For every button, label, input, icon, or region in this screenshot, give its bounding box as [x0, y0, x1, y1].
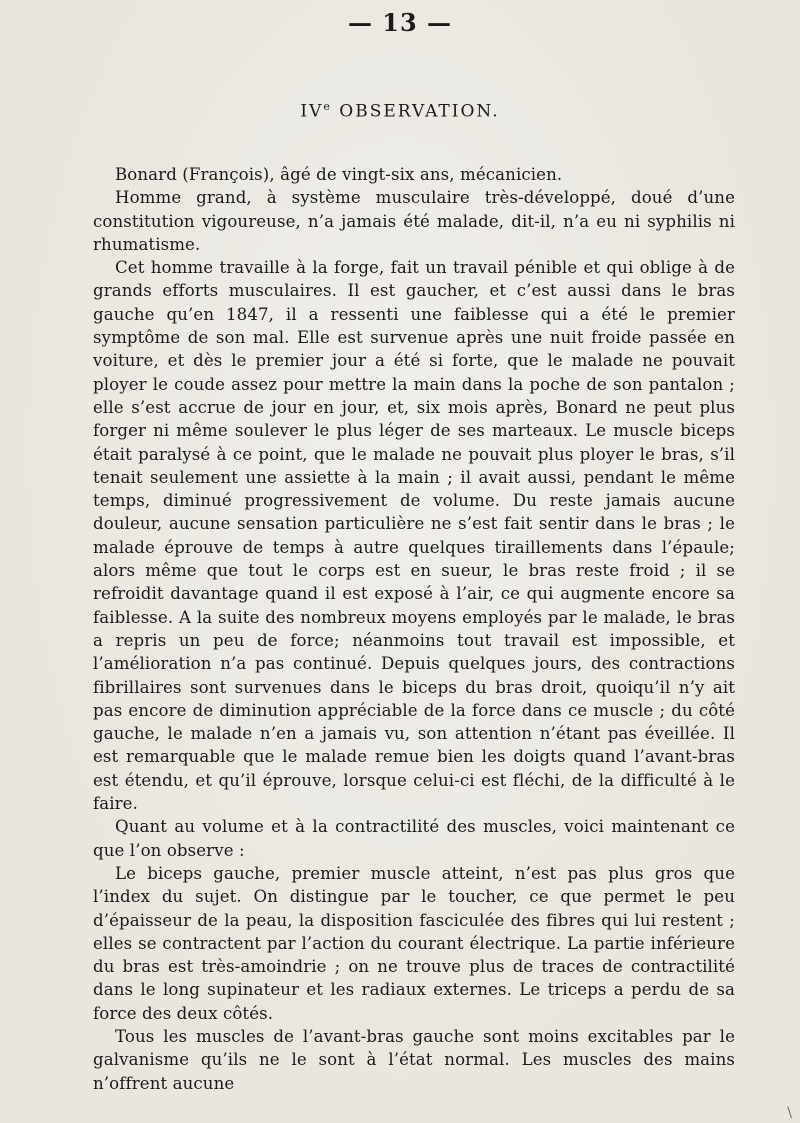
- paragraph: Homme grand, à système musculaire très-développé, doué d’une constitution vigoureuse, n’a jamais été malade, dit-il, n’a eu ni syphilis ni rhumatisme.: [93, 188, 735, 254]
- section-heading: [0, 100, 800, 122]
- page-number: — 13 —: [347, 8, 453, 37]
- heading-superscript: e: [323, 100, 332, 113]
- paragraph: Quant au volume et à la contractilité des muscles, voici maintenant ce que l’on observe :: [93, 817, 735, 860]
- body-text: [93, 163, 735, 1095]
- paragraph: Le biceps gauche, premier muscle atteint, n’est pas plus gros que l’index du sujet. On distingue par le toucher, ce que permet le peu d’épaisseur de la peau, la disposition fasciculée des fibres qui lui restent ; elles se contractent par l’action du courant électrique. La partie inférieure du bras est très-amoindrie ; on ne trouve plus de traces de contractilité dans le long supinateur et les radiaux externes. Le triceps a perdu de sa force des deux côtés.: [93, 863, 735, 1023]
- heading-numeral: IV: [300, 101, 324, 122]
- heading-title: OBSERVATION.: [331, 101, 500, 122]
- paragraph: Tous les muscles de l’avant-bras gauche sont moins excitables par le galvanisme qu’ils ne le sont à l’état normal. Les muscles des mains n’offrent aucune: [93, 1026, 735, 1093]
- corner-mark: \: [787, 1105, 792, 1121]
- paragraph: Bonard (François), âgé de vingt-six ans, mécanicien.: [115, 165, 563, 184]
- paragraph: Cet homme travaille à la forge, fait un travail pénible et qui oblige à de grands efforts musculaires. Il est gaucher, et c’est aussi dans le bras gauche qu’en 1847, il a ressenti une faiblesse qui a été le premier symptôme de son mal. Elle est survenue après une nuit froide passée en voiture, et dès le premier jour a été si forte, que le malade ne pouvait ployer le coude assez pour mettre la main dans la poche de son pantalon ; elle s’est accrue de jour en jour, et, six mois après, Bonard ne peut plus forger ni même soulever le plus léger de ses marteaux. Le muscle biceps était paralysé à ce point, que le malade ne pouvait plus ployer le bras, s’il tenait seulement une assiette à la main ; il avait aussi, pendant le même temps, diminué progressivement de volume. Du reste jamais aucune douleur, aucune sensation particulière ne s’est fait sentir dans le bras ; le malade éprouve de temps à autre quelques tiraillements dans l’épaule; alors même que tout le corps est en sueur, le bras reste froid ; il se refroidit davantage quand il est exposé à l’air, ce qui augmente encore sa faiblesse. A la suite des nombreux moyens employés par le malade, le bras a repris un peu de force; néanmoins tout travail est impossible, et l’amélioration n’a pas continué. Depuis quelques jours, des contractions fibrillaires sont survenues dans le biceps du bras droit, quoiqu’il n’y ait pas encore de diminution appréciable de la force dans ce muscle ; du côté gauche, le malade n’en a jamais vu, son attention n’étant pas éveillée. Il est remarquable que le malade remue bien les doigts quand l’avant-bras est étendu, et qu’il éprouve, lorsque celui-ci est fléchi, de la difficulté à le faire.: [93, 258, 735, 814]
